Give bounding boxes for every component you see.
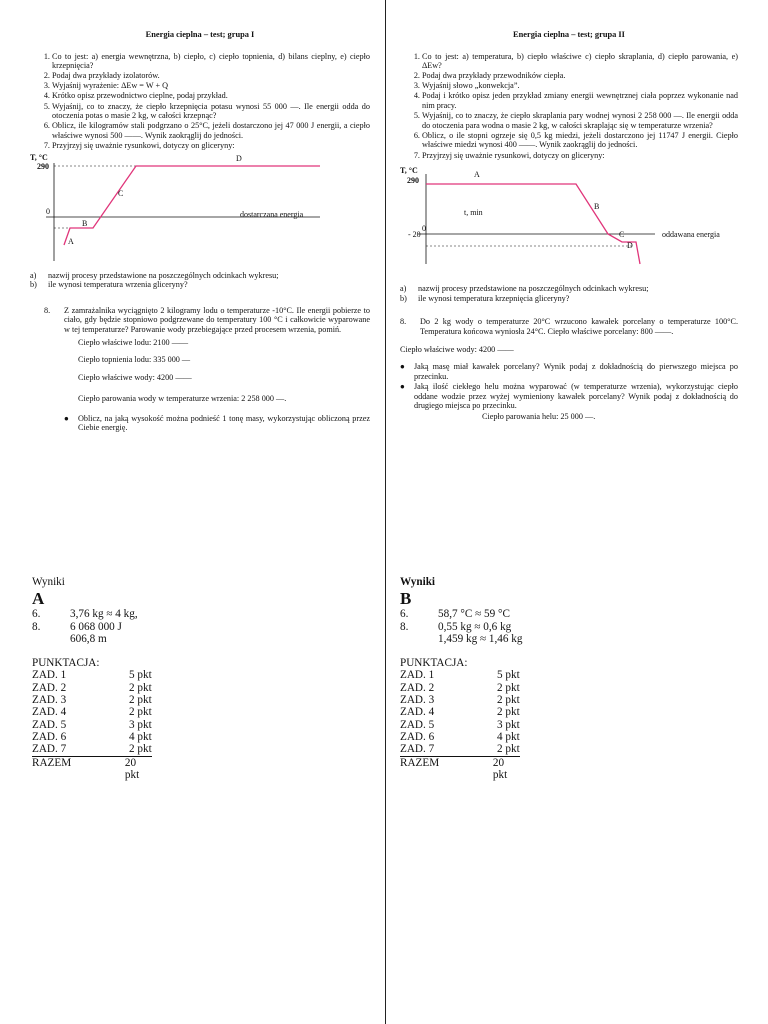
zero-label: 0 [46,206,50,216]
score-row: ZAD. 2 2 pkt [32,681,152,694]
results-letter: A [32,589,45,609]
question-7: 7. Przyjrzyj się uważnie rysunkowi, dotyczy on gliceryny: [52,141,370,151]
question-6: 6. Oblicz, o ile stopni ogrzeje się 0,5 kg miedzi, jeżeli dostarczono jej 11747 J energii. Ciepło właściwe miedzi wynosi 400 ——. Wynik zaokrąglij do jedności. [422,131,738,150]
y-axis-label: T, °C [400,166,418,176]
graph-line [426,184,640,264]
question-4: 4. Podaj i krótko opisz jeden przykład zmiany energii wewnętrznej ciała poprzez wykonanie nad nim pracy. [422,91,738,110]
score-row: ZAD. 1 5 pkt [32,669,152,682]
results-heading: Wyniki [32,576,65,588]
subquestion-a: a) nazwij procesy przedstawione na poszczególnych odcinkach wykresu; [30,270,279,280]
graph-svg [30,152,370,267]
test-title: Energia cieplna – test; grupa II [513,30,625,39]
graph-line [64,166,320,245]
score-row: ZAD. 7 2 pkt [32,743,152,756]
test-group-1 [30,30,370,433]
score-row: ZAD. 3 2 pkt [32,694,152,707]
zero-label: 0 [422,224,426,234]
result-row: 8. 6 068 000 J [32,620,122,633]
question-2: 2. Podaj dwa przykłady przewodników ciepła. [422,71,738,81]
subquestion-b: b) ile wynosi temperatura krzepnięcia gliceryny? [400,293,570,303]
score-row: ZAD. 6 4 pkt [32,730,152,743]
question-list [400,52,738,161]
segment-c-label: C [118,188,124,198]
helium-constant: Ciepło parowania helu: 25 000 —. [482,412,596,422]
subquestion-b: b) ile wynosi temperatura wrzenia gliceryny? [30,280,188,290]
scoring-table [400,657,720,781]
question-8-text: Z zamrażalnika wyciągnięto 2 kilogramy lodu o temperaturze -10°C. Ile energii pobierze to ciało, gdy będzie stopniowo podgrzewane do temperatury 100 °C i całkowicie wyparowane w tej temperaturze? Parowanie wody przebiegające przed procesem wrzenia, pomiń. [64,305,370,334]
given-4: Ciepło parowania wody w temperaturze wrzenia: 2 258 000 —. [78,394,287,404]
y-value-label: 290 [407,176,419,186]
result-row: 1,459 kg ≈ 1,46 kg [438,632,523,645]
time-label: t, min [464,208,483,218]
bullet-task-1: ● Jaką masę miał kawałek porcelany? Wynik podaj z dokładnością do pierwszego miejsca po przecinku. [400,362,738,381]
result-row: 606,8 m [70,632,107,645]
score-row: ZAD. 6 4 pkt [400,730,520,743]
score-total-row: RAZEM 20 pkt [400,756,520,782]
y-axis-label: T, °C [30,152,48,162]
test-group-2 [400,30,738,422]
question-5: 5. Wyjaśnij, co to znaczy, że ciepło skraplania pary wodnej wynosi 2 258 000 —. Ile energii odda do otoczenia para wodna o masie 2 kg, w całości skraplając się w temperaturze wrzenia? [422,111,738,130]
question-2: 2. Podaj dwa przykłady izolatorów. [52,71,370,81]
score-row: ZAD. 2 2 pkt [400,681,520,694]
result-row: 8. 0,55 kg ≈ 0,6 kg [400,620,512,633]
results-letter: B [400,589,412,609]
subquestions [400,284,738,303]
scoring-title: PUNKTACJA: [400,657,468,670]
question-8-text: Do 2 kg wody o temperaturze 20°C wrzucono kawałek porcelany o temperaturze 100°C. Temperatura końcowa wyniosła 24°C. Ciepło właściwe porcelany: 800 ——. [420,317,738,336]
glycerin-cooling-graph [400,164,738,280]
y-value-label: 290 [37,161,49,171]
x-axis-label: dostarczana energia [240,209,304,219]
segment-a-label: A [474,170,480,180]
segment-d-label: D [627,241,633,251]
subquestion-a: a) nazwij procesy przedstawione na poszczególnych odcinkach wykresu; [400,284,649,294]
results-a [32,576,352,781]
glycerin-heating-graph [30,152,370,267]
minus-20-label: - 20 [408,230,421,240]
segment-c-label: C [619,230,625,240]
bullet-task: ● Oblicz, na jaką wysokość można podnieść 1 tonę masy, wykorzystując obliczoną przez Ciebie energię. [64,413,370,433]
question-3: 3. Wyjaśnij słowo „konwekcja”. [422,81,738,91]
question-1: 1. Co to jest: a) energia wewnętrzna, b) ciepło, c) ciepło topnienia, d) bilans cieplny, e) ciepło krzepnięcia? [52,52,370,71]
score-row: ZAD. 7 2 pkt [400,743,520,756]
test-title: Energia cieplna – test; grupa I [145,30,255,39]
given-2: Ciepło topnienia lodu: 335 000 — [78,355,191,365]
page-divider [385,0,386,1024]
segment-d-label: D [236,153,242,163]
score-row: ZAD. 5 3 pkt [400,718,520,731]
score-row: ZAD. 5 3 pkt [32,718,152,731]
bullet-task-2: ● Jaką ilość ciekłego helu można wyparować (w temperaturze wrzenia), wykorzystując ciepło oddane wodzie przez wyżej wymieniony kawałek porcelany? Wynik podaj z dokładnością do drugiego miejsca po przecinku. [400,382,738,411]
question-8: 8. Z zamrażalnika wyciągnięto 2 kilogramy lodu o temperaturze -10°C. Ile energii pobierze to ciało, gdy będzie stopniowo podgrzewane do temperatury 100 °C i całkowicie wyparowane w tej temperaturze? Parowanie wody przebiegające przed procesem wrzenia, pomiń. Ciepło właściwe lodu: 2100 —— Ciepło topnienia lodu: 335 000 — Ciepło właściwe wody: 4200 —— Ciepło parowania wody w temperaturze wrzenia: 2 258 000 —. ● Oblicz, na jaką wysokość można podnieść 1 tonę masy, wykorzystując obliczoną przez Ciebie energię. [44,305,370,433]
question-7: 7. Przyjrzyj się uważnie rysunkowi, dotyczy on gliceryny: [422,151,738,161]
segment-a-label: A [68,236,74,246]
question-6: 6. Oblicz, ile kilogramów stali podgrzano o 25°C, jeżeli dostarczono jej 47 000 J energii, a ciepło właściwe wynosi 500 ——. Wynik zaokrąglij do jedności. [52,121,370,140]
given-1: Ciepło właściwe wody: 4200 —— [400,344,514,354]
question-1: 1. Co to jest: a) temperatura, b) ciepło właściwe c) ciepło skraplania, d) ciepło parowania, e) ΔEw? [422,52,738,71]
subquestions [30,271,370,290]
segment-b-label: B [82,218,88,228]
given-1: Ciepło właściwe lodu: 2100 —— [78,337,189,347]
score-row: ZAD. 4 2 pkt [32,706,152,719]
score-total-row: RAZEM 20 pkt [32,756,152,782]
question-8: 8. Do 2 kg wody o temperaturze 20°C wrzucono kawałek porcelany o temperaturze 100°C. Temperatura końcowa wyniosła 24°C. Ciepło właściwe porcelany: 800 ——. Ciepło właściwe wody: 4200 —— ● Jaką masę miał kawałek porcelany? Wynik podaj z dokładnością do pierwszego miejsca po przecinku. ● Jaką ilość ciekłego helu można wyparować (w temperaturze wrzenia), wykorzystując ciepło oddane wodzie przez wyżej wymieniony kawałek porcelany? Wynik podaj z dokładnością do drugiego miejsca po przecinku. Ciepło parowania helu: 25 000 —. [400,317,738,422]
score-row: ZAD. 3 2 pkt [400,694,520,707]
question-4: 4. Krótko opisz przewodnictwo cieplne, podaj przykład. [52,91,370,101]
scoring-title: PUNKTACJA: [32,657,100,670]
score-row: ZAD. 1 5 pkt [400,669,520,682]
given-3: Ciepło właściwe wody: 4200 —— [78,372,192,382]
x-axis-label: oddawana energia [662,230,720,240]
question-list [30,52,370,151]
scoring-table [32,657,352,781]
results-heading: Wyniki [400,576,436,588]
segment-b-label: B [594,202,600,212]
graph-svg [400,164,738,280]
score-row: ZAD. 4 2 pkt [400,706,520,719]
results-b [400,576,720,781]
question-3: 3. Wyjaśnij wyrażenie: ΔEw = W + Q [52,81,370,91]
question-5: 5. Wyjaśnij, co to znaczy, że ciepło krzepnięcia potasu wynosi 55 000 —. Ile energii odda do otoczenia potas o masie 2 kg, w całości krzepnąc? [52,102,370,121]
result-row: 6. 58,7 °C ≈ 59 °C [400,608,510,621]
result-row: 6. 3,76 kg ≈ 4 kg, [32,608,138,621]
